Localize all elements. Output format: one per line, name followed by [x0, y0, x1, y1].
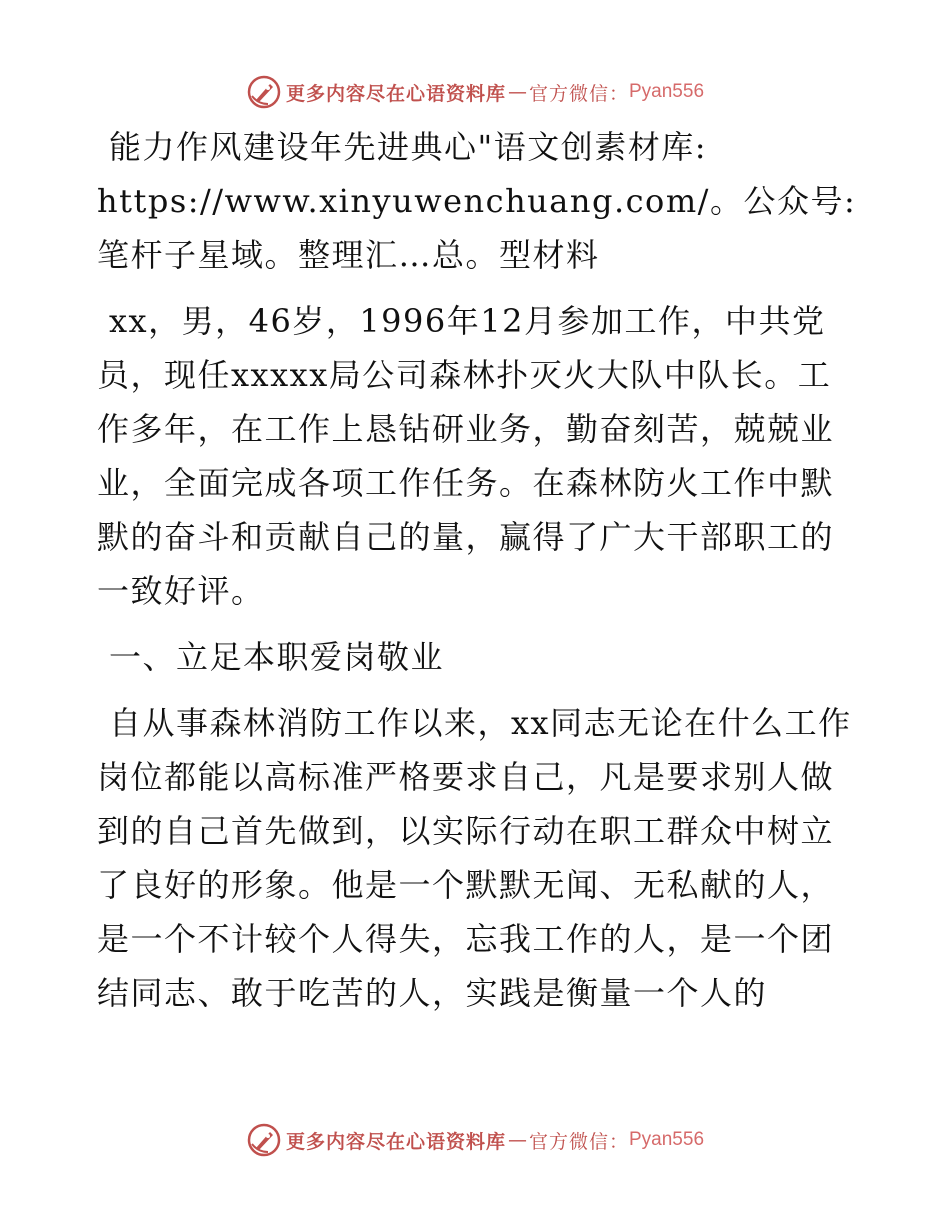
- pen-nib-logo-icon: [246, 1122, 282, 1158]
- banner-wechat-label: 官方微信：: [528, 82, 629, 105]
- banner-slogan: 更多内容尽在心语资料库: [285, 82, 506, 105]
- banner-wechat-label: 官方微信：: [528, 1130, 629, 1153]
- banner-separator: —: [507, 1129, 527, 1151]
- section-heading: 一、立足本职爱岗敬业: [109, 638, 445, 676]
- intro-paragraph: 能力作风建设年先进典心"语文创素材库: https://www.xinyuwenchuang.com/。公众号: 笔杆子星域。整理汇…总。型材料: [97, 128, 857, 274]
- section-body-paragraph: 自从事森林消防工作以来，xx同志无论在什么工作岗位都能以高标准严格要求自己，凡是要求别人做到的自己首先做到，以实际行动在职工群众中树立了良好的形象。他是一个默默无闻、无私献的人，是一个不计较个人得失，忘我工作的人，是一个团结同志、敢于吃苦的人，实践是衡量一个人的: [97, 704, 852, 1012]
- bio-paragraph: xx，男，46岁，1996年12月参加工作，中共党员，现任xxxxx局公司森林扑灭火大队中队长。工作多年，在工作上恳钻研业务，勤奋刻苦，兢兢业业，全面完成各项工作任务。在森林防火工作中默默的奋斗和贡献自己的量，赢得了广大干部职工的一致好评。: [97, 302, 835, 610]
- banner-separator: —: [507, 81, 527, 103]
- header-banner: [0, 72, 950, 112]
- banner-wechat-id: Pyan556: [629, 81, 705, 102]
- pen-nib-logo-icon: [246, 74, 282, 110]
- banner-slogan: 更多内容尽在心语资料库: [285, 1130, 506, 1153]
- banner-wechat-id: Pyan556: [629, 1129, 705, 1150]
- document-body: [97, 120, 857, 1020]
- footer-banner: [0, 1120, 950, 1160]
